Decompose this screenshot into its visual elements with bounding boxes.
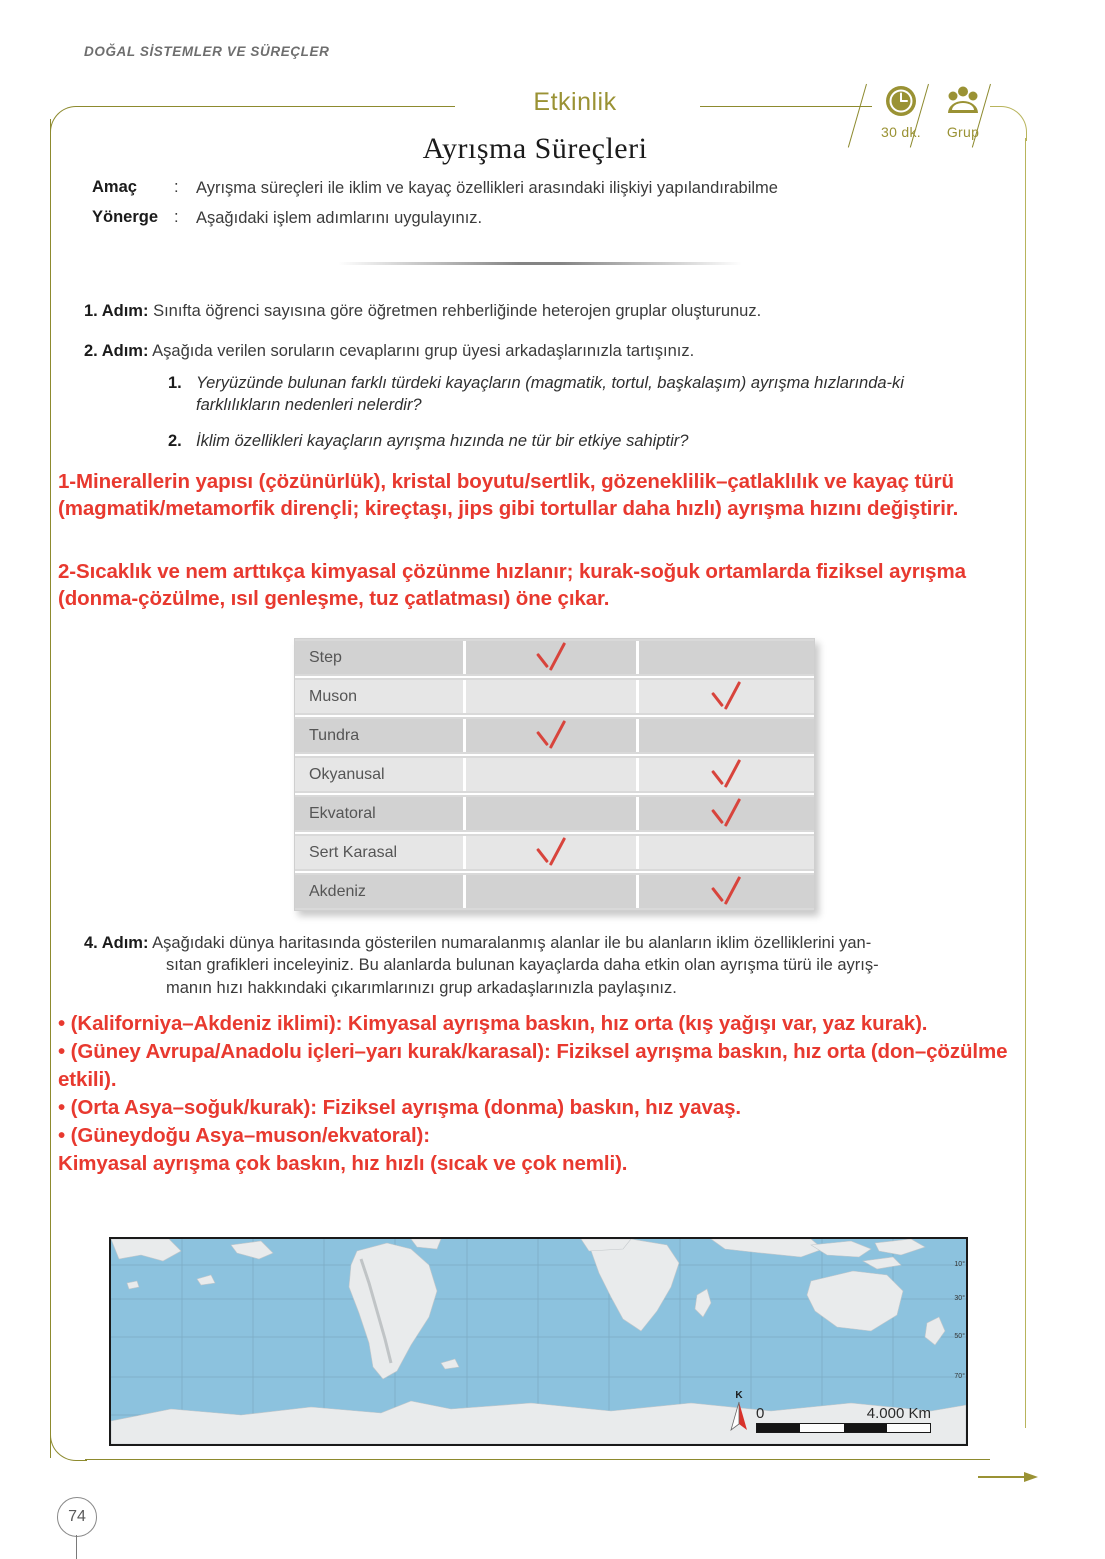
- step-4-line-2: sıtan grafikleri inceleyiniz. Bu alanlarda bulunan kayaçlarda daha etkin olan ayrışma türü ile ayrış-: [166, 956, 879, 975]
- scale-start-label: 0: [756, 1405, 765, 1422]
- table-cell-column-1[interactable]: [463, 641, 636, 674]
- group-icon: [946, 84, 980, 118]
- table-row[interactable]: [295, 717, 814, 756]
- scale-segment: [887, 1424, 930, 1432]
- table-cell-climate: Ekvatoral: [295, 797, 463, 830]
- step-4-label: 4. Adım:: [84, 934, 149, 952]
- north-arrow-icon: [728, 1401, 750, 1431]
- directive-value: Aşağıdaki işlem adımlarını uygulayınız.: [196, 209, 483, 228]
- answer-bullet: Kimyasal ayrışma çok baskın, hız hızlı (sıcak ve çok nemli).: [58, 1152, 628, 1176]
- table-row[interactable]: [295, 795, 814, 834]
- answer-bullet: • (Kaliforniya–Akdeniz iklimi): Kimyasal ayrışma baskın, hız orta (kış yağışı var, yaz kurak).: [58, 1012, 928, 1035]
- table-cell-climate: Muson: [295, 680, 463, 713]
- map-lat-label: 70°: [954, 1373, 965, 1380]
- step-4-line-3: manın hızı hakkındaki çıkarımlarınızı grup arkadaşlarınızla paylaşınız.: [166, 978, 677, 997]
- table-cell-column-2[interactable]: [636, 641, 814, 674]
- table-cell-climate: Tundra: [295, 719, 463, 752]
- check-icon: [707, 799, 745, 829]
- table-cell-column-1[interactable]: [463, 875, 636, 908]
- step-2: [84, 340, 944, 362]
- answer-bullet: • (Orta Asya–soğuk/kurak): Fiziksel ayrışma (donma) baskın, hız yavaş.: [58, 1095, 742, 1119]
- frame-top-right-rule: [700, 106, 872, 107]
- scale-segment: [844, 1424, 887, 1432]
- check-icon: [532, 838, 570, 868]
- table-cell-column-2[interactable]: [636, 836, 814, 869]
- check-icon: [707, 682, 745, 712]
- table-cell-climate: Okyanusal: [295, 758, 463, 791]
- table-cell-climate: Akdeniz: [295, 875, 463, 908]
- page-number: 74: [57, 1497, 97, 1537]
- frame-corner-bottom-left: [50, 1424, 87, 1461]
- purpose-label: Amaç: [92, 178, 137, 196]
- north-arrow-label: K: [735, 1390, 743, 1401]
- check-icon: [532, 643, 570, 673]
- table-row[interactable]: [295, 756, 814, 795]
- badge-duration-label: 30 dk.: [881, 124, 921, 140]
- map-lat-label: 30°: [954, 1295, 965, 1302]
- question-number: 2.: [168, 431, 182, 450]
- table-cell-column-2[interactable]: [636, 875, 814, 908]
- answer-bullet: • (Güney Avrupa/Anadolu içleri–yarı kurak/karasal): Fiziksel ayrışma baskın, hız orta (don–çözülme etkili).: [58, 1040, 1008, 1091]
- answer-bullet: • (Güneydoğu Asya–muson/ekvatoral):: [58, 1124, 430, 1147]
- table-row[interactable]: [295, 834, 814, 873]
- table-cell-climate: Sert Karasal: [295, 836, 463, 869]
- table-cell-column-1[interactable]: [463, 758, 636, 791]
- check-icon: [707, 760, 745, 790]
- table-cell-column-2[interactable]: [636, 797, 814, 830]
- handwritten-answer-2: 2-Sıcaklık ve nem arttıkça kimyasal çözünme hızlanır; kurak-soğuk ortamlarda fiziksel ayrışma (donma-çözülme, ısıl genleşme, tuz çatlatması) öne çıkar.: [58, 560, 966, 611]
- world-map[interactable]: [109, 1237, 968, 1446]
- check-icon: [532, 721, 570, 751]
- question-text: İklim özellikleri kayaçların ayrışma hızında ne tür bir etkiye sahiptir?: [196, 431, 689, 450]
- page-number-tail: [76, 1535, 77, 1559]
- step-4: [84, 932, 984, 999]
- handwritten-answer-1: 1-Minerallerin yapısı (çözünürlük), kristal boyutu/sertlik, gözeneklilik–çatlaklılık ve kayaç türü (magmatik/metamorfik dirençli; kireçtaşı, jips gibi tortullar daha hızlı) ayrışma hızını değiştirir.: [58, 470, 959, 521]
- table-cell-column-1[interactable]: [463, 797, 636, 830]
- map-lat-label: 10°: [954, 1261, 965, 1268]
- table-cell-column-2[interactable]: [636, 758, 814, 791]
- page-title: Ayrışma Süreçleri: [422, 132, 648, 165]
- step-1-label: 1. Adım:: [84, 302, 149, 320]
- table-cell-column-1[interactable]: [463, 719, 636, 752]
- directive-colon: :: [174, 208, 179, 227]
- map-lat-label: 50°: [954, 1333, 965, 1340]
- table-row[interactable]: [295, 873, 814, 910]
- list-item: [168, 373, 948, 417]
- section-divider: [338, 262, 742, 265]
- table-cell-column-2[interactable]: [636, 680, 814, 713]
- question-number: 1.: [168, 374, 182, 392]
- scale-segment: [757, 1424, 800, 1432]
- clock-icon: [884, 84, 918, 118]
- step-2-label: 2. Adım:: [84, 342, 149, 360]
- step-4-line-1: Aşağıdaki dünya haritasında gösterilen numaralanmış alanlar ile bu alanların iklim özelliklerini yan-: [148, 934, 872, 952]
- meta-row-purpose: [92, 178, 922, 199]
- directive-label: Yönerge: [92, 208, 159, 227]
- scale-end-label: 4.000 Km: [866, 1405, 931, 1422]
- step-1: [84, 300, 944, 322]
- meta-row-directive: [92, 208, 922, 229]
- frame-top-left-rule: [85, 106, 455, 107]
- activity-kicker: Etkinlik: [455, 88, 695, 117]
- scale-segment: [800, 1424, 843, 1432]
- purpose-value: Ayrışma süreçleri ile iklim ve kayaç özellikleri arasındaki ilişkiyi yapılandırabilme: [196, 179, 778, 197]
- table-cell-column-1[interactable]: [463, 836, 636, 869]
- continue-arrow-icon: [978, 1472, 1040, 1482]
- table-cell-column-2[interactable]: [636, 719, 814, 752]
- map-scale-bar: [756, 1405, 931, 1433]
- list-item: [168, 431, 948, 453]
- frame-bottom-border: [85, 1459, 990, 1460]
- frame-left-border: [50, 119, 51, 1458]
- table-row[interactable]: [295, 639, 814, 678]
- table-cell-climate: Step: [295, 641, 463, 674]
- activity-meta: [92, 178, 922, 239]
- table-row[interactable]: [295, 678, 814, 717]
- badge-grouping-label: Grup: [946, 124, 980, 140]
- check-icon: [707, 877, 745, 907]
- running-header: DOĞAL SİSTEMLER VE SÜREÇLER: [84, 44, 330, 59]
- step-2-text: Aşağıda verilen soruların cevaplarını grup üyesi arkadaşlarınızla tartışınız.: [148, 342, 695, 360]
- frame-right-border: [1025, 138, 1026, 1428]
- purpose-colon: :: [174, 178, 179, 196]
- climate-table: [294, 638, 815, 911]
- question-list: [168, 373, 948, 467]
- table-cell-column-1[interactable]: [463, 680, 636, 713]
- handwritten-answer-bullets: [58, 1010, 1043, 1179]
- step-1-text: Sınıfta öğrenci sayısına göre öğretmen rehberliğinde heterojen gruplar oluşturunuz.: [148, 302, 762, 320]
- north-arrow: [726, 1391, 752, 1436]
- question-text: Yeryüzünde bulunan farklı türdeki kayaçların (magmatik, tortul, başkalaşım) ayrışma hızlarında-ki farklılıkların nedenleri nelerdir?: [196, 374, 904, 414]
